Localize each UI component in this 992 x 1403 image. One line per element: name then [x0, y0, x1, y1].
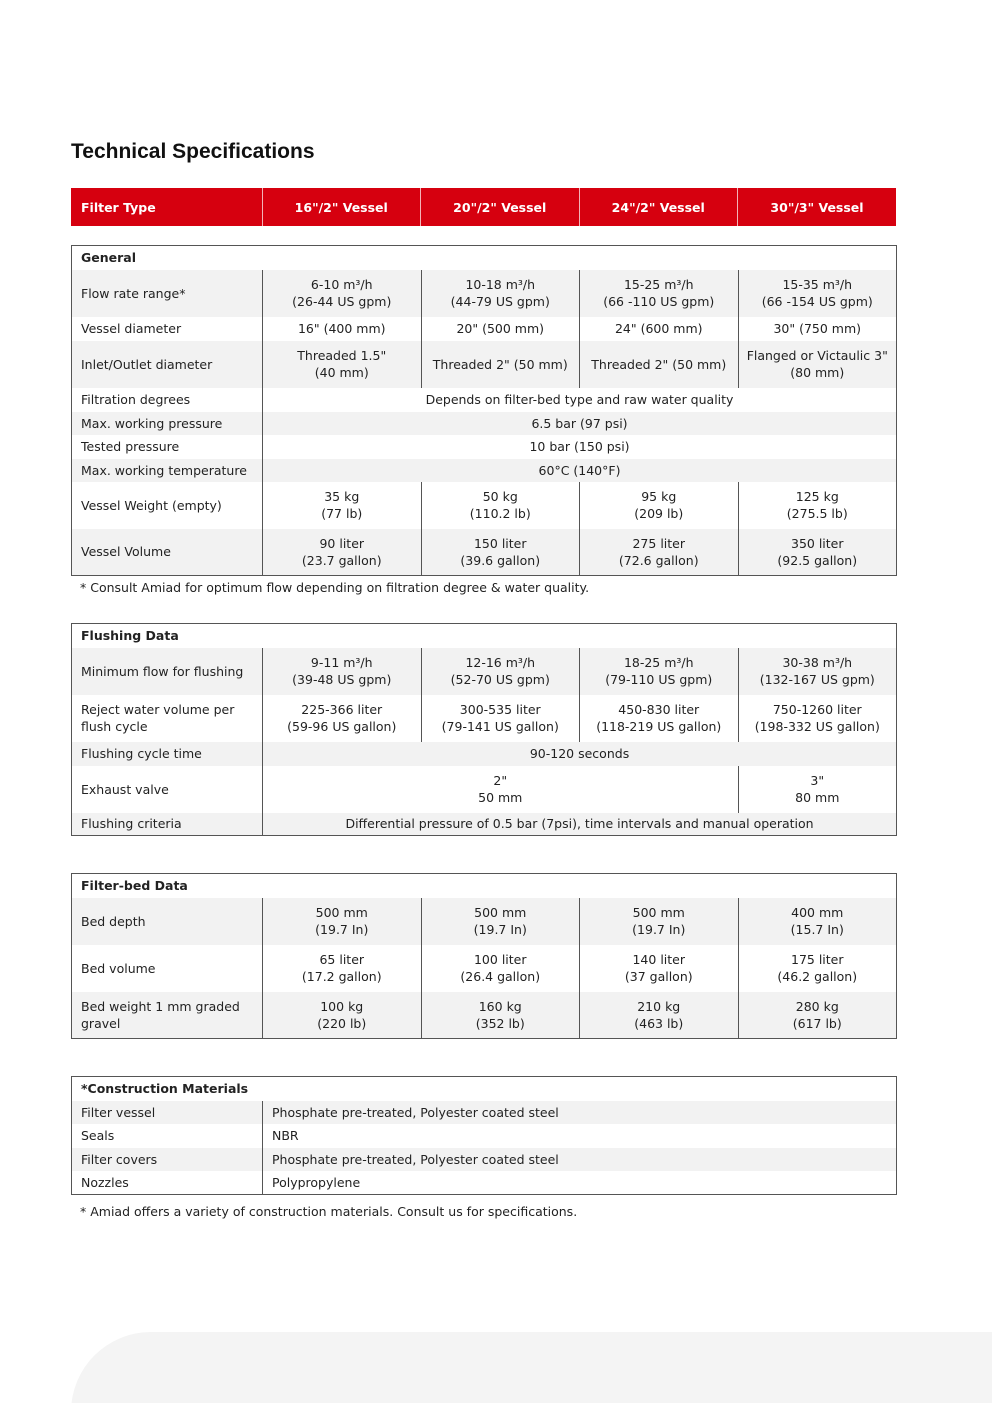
row-label: Bed depth: [72, 898, 263, 945]
cell: 12-16 m³/h (52-70 US gpm): [421, 648, 580, 695]
table-row: [72, 945, 897, 992]
cell: Flanged or Victaulic 3" (80 mm): [738, 341, 897, 388]
table-row: [72, 482, 897, 529]
cell: 500 mm (19.7 In): [263, 898, 422, 945]
cell: 175 liter (46.2 gallon): [738, 945, 897, 992]
cell: NBR: [263, 1124, 897, 1148]
table-row: [72, 270, 897, 317]
section-title: Flushing Data: [81, 628, 179, 644]
table-row: [72, 412, 897, 435]
table-row: [72, 813, 897, 836]
cell: 90-120 seconds: [263, 742, 897, 766]
table-row: [72, 766, 897, 813]
cell: 10-18 m³/h (44-79 US gpm): [421, 270, 580, 317]
cell: 9-11 m³/h (39-48 US gpm): [263, 648, 422, 695]
row-label: Filter covers: [72, 1148, 263, 1171]
cell: 125 kg (275.5 lb): [738, 482, 897, 529]
cell: 300-535 liter (79-141 US gallon): [421, 695, 580, 742]
cell: 100 liter (26.4 gallon): [421, 945, 580, 992]
table-row: [72, 459, 897, 482]
cell: 35 kg (77 lb): [263, 482, 422, 529]
cell: 10 bar (150 psi): [263, 435, 897, 459]
table-row: [72, 317, 897, 341]
cell: 30" (750 mm): [738, 317, 897, 341]
cell: Differential pressure of 0.5 bar (7psi), time intervals and manual operation: [263, 813, 897, 836]
row-label: Tested pressure: [81, 439, 180, 454]
flushing-table: [71, 623, 897, 836]
table-row: [72, 992, 897, 1039]
cell: 225-366 liter (59-96 US gallon): [263, 695, 422, 742]
table-row: [72, 898, 897, 945]
table-row: [72, 1101, 897, 1124]
cell: 24" (600 mm): [580, 317, 739, 341]
row-label: Inlet/Outlet diameter: [72, 341, 263, 388]
table-row: [72, 341, 897, 388]
cell: 750-1260 liter (198-332 US gallon): [738, 695, 897, 742]
cell: 350 liter (92.5 gallon): [738, 529, 897, 576]
section-title: *Construction Materials: [81, 1081, 249, 1097]
page-title: Technical Specifications: [71, 140, 315, 163]
row-label: Vessel diameter: [81, 321, 182, 336]
cell: 15-35 m³/h (66 -154 US gpm): [738, 270, 897, 317]
materials-footnote: * Amiad offers a variety of construction materials. Consult us for specifications.: [80, 1204, 578, 1219]
general-footnote: * Consult Amiad for optimum flow depending on filtration degree & water quality.: [80, 580, 590, 595]
general-table: [71, 245, 897, 576]
table-row: [72, 435, 897, 459]
row-label: Exhaust valve: [81, 781, 169, 797]
row-label: Flushing cycle time: [72, 742, 263, 766]
materials-table: [71, 1076, 897, 1195]
row-label: Seals: [81, 1128, 115, 1143]
decorative-footer-shape: [71, 1332, 992, 1403]
row-label: Vessel Volume: [72, 529, 263, 576]
cell: 95 kg (209 lb): [580, 482, 739, 529]
cell: 450-830 liter (118-219 US gallon): [580, 695, 739, 742]
table-row: [72, 648, 897, 695]
row-label: Max. working temperature: [72, 459, 263, 482]
cell: 30-38 m³/h (132-167 US gpm): [738, 648, 897, 695]
row-label: Flow rate range*: [72, 270, 263, 317]
cell: 15-25 m³/h (66 -110 US gpm): [580, 270, 739, 317]
row-label: Nozzles: [81, 1174, 129, 1190]
cell: 160 kg (352 lb): [421, 992, 580, 1039]
row-label: Bed weight 1 mm graded gravel: [72, 992, 263, 1039]
row-label: Reject water volume per flush cycle: [81, 702, 235, 734]
table-row: [72, 1148, 897, 1171]
cell: 90 liter (23.7 gallon): [263, 529, 422, 576]
cell: Threaded 1.5" (40 mm): [263, 341, 422, 388]
row-label: Filtration degrees: [81, 392, 191, 407]
row-label: Vessel Weight (empty): [81, 497, 222, 513]
cell: 400 mm (15.7 In): [738, 898, 897, 945]
cell: Threaded 2" (50 mm): [421, 341, 580, 388]
section-title: Filter-bed Data: [81, 878, 188, 894]
cell: Phosphate pre-treated, Polyester coated steel: [263, 1101, 897, 1124]
table-row: [72, 742, 897, 766]
cell: 280 kg (617 lb): [738, 992, 897, 1039]
cell: 2" 50 mm: [263, 766, 739, 813]
table-row: [72, 695, 897, 742]
row-label: Max. working pressure: [72, 412, 263, 435]
cell: 18-25 m³/h (79-110 US gpm): [580, 648, 739, 695]
cell: 6-10 m³/h (26-44 US gpm): [263, 270, 422, 317]
cell: 100 kg (220 lb): [263, 992, 422, 1039]
cell: Polypropylene: [263, 1171, 897, 1195]
row-label: Minimum flow for flushing: [72, 648, 263, 695]
header-30-vessel: 30"/3" Vessel: [738, 188, 897, 226]
cell: 20" (500 mm): [421, 317, 580, 341]
row-label: Flushing criteria: [72, 813, 263, 836]
row-label: Filter vessel: [72, 1101, 263, 1124]
table-row: [72, 1171, 897, 1195]
cell: 16" (400 mm): [263, 317, 422, 341]
section-title: General: [81, 250, 136, 266]
header-16-vessel: 16"/2" Vessel: [262, 188, 421, 226]
spec-header-bar: [71, 188, 896, 226]
table-row: [72, 529, 897, 576]
row-label: Bed volume: [81, 960, 156, 976]
cell: 500 mm (19.7 In): [421, 898, 580, 945]
table-row: [72, 388, 897, 412]
cell: 500 mm (19.7 In): [580, 898, 739, 945]
cell: Depends on filter-bed type and raw water quality: [263, 388, 897, 412]
cell: 50 kg (110.2 lb): [421, 482, 580, 529]
cell: 210 kg (463 lb): [580, 992, 739, 1039]
cell: 60°C (140°F): [263, 459, 897, 482]
filterbed-table: [71, 873, 897, 1039]
cell: 150 liter (39.6 gallon): [421, 529, 580, 576]
table-row: [72, 1124, 897, 1148]
cell: 3" 80 mm: [738, 766, 897, 813]
header-20-vessel: 20"/2" Vessel: [421, 188, 580, 226]
cell: 65 liter (17.2 gallon): [263, 945, 422, 992]
header-filter-type: Filter Type: [71, 188, 262, 226]
cell: 6.5 bar (97 psi): [263, 412, 897, 435]
cell: Threaded 2" (50 mm): [580, 341, 739, 388]
cell: 140 liter (37 gallon): [580, 945, 739, 992]
cell: 275 liter (72.6 gallon): [580, 529, 739, 576]
cell: Phosphate pre-treated, Polyester coated steel: [263, 1148, 897, 1171]
header-24-vessel: 24"/2" Vessel: [579, 188, 738, 226]
